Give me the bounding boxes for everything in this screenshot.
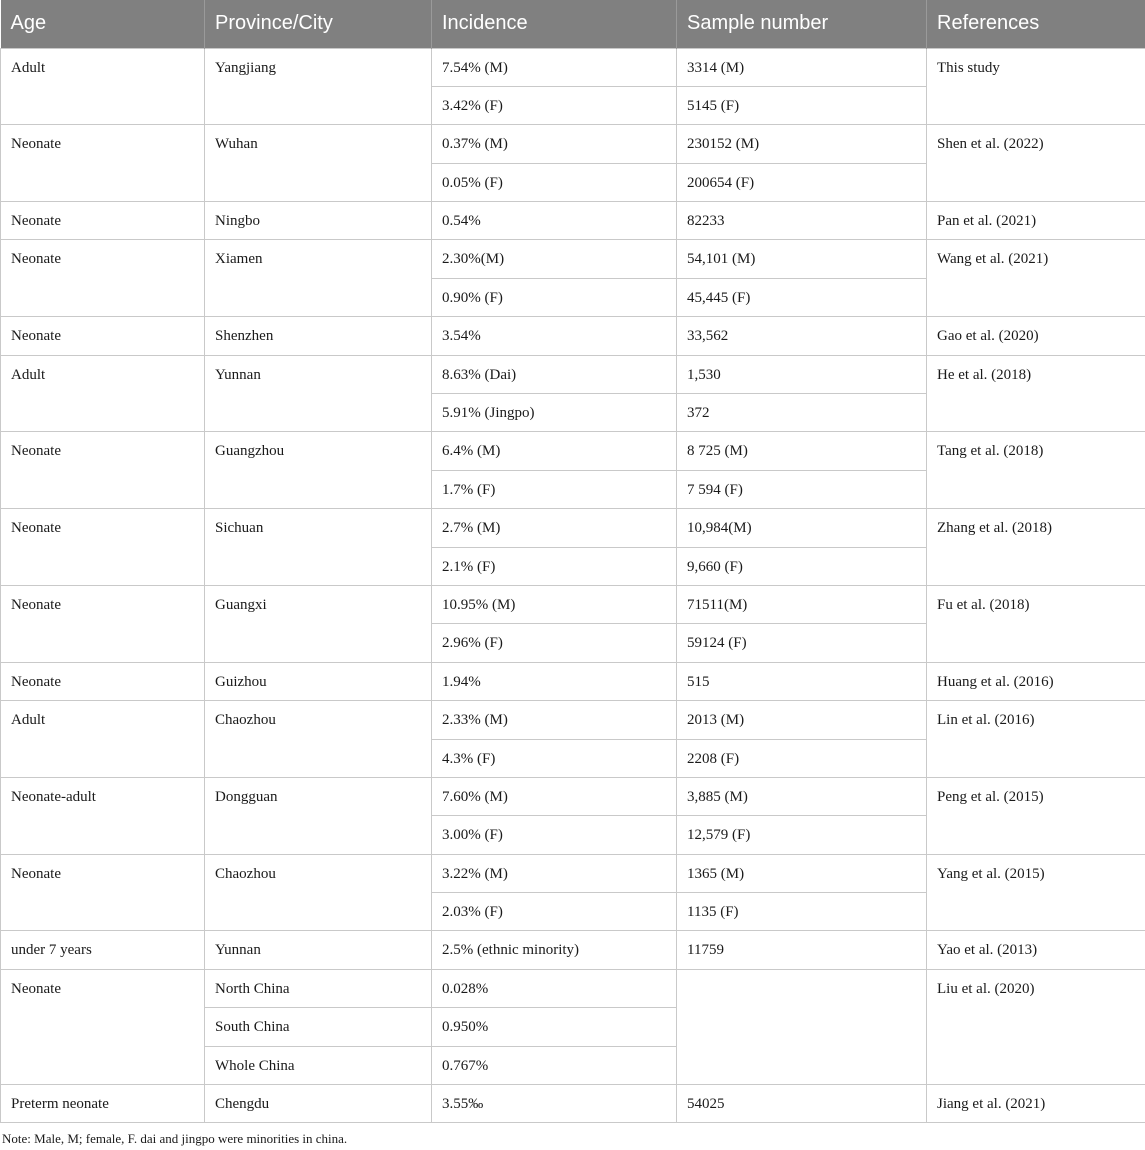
header-sample-number: Sample number (677, 0, 927, 48)
sample-number-cell: 3,885 (M) (677, 777, 927, 815)
incidence-cell: 1.94% (432, 662, 677, 700)
incidence-cell: 8.63% (Dai) (432, 355, 677, 393)
incidence-cell: 2.30%(M) (432, 240, 677, 278)
province-city-cell: Chaozhou (205, 854, 432, 931)
province-city-cell: Chaozhou (205, 701, 432, 778)
incidence-cell: 0.37% (M) (432, 125, 677, 163)
age-cell: Neonate (1, 662, 205, 700)
province-city-cell: South China (205, 1008, 432, 1046)
sample-number-cell: 9,660 (F) (677, 547, 927, 585)
incidence-cell: 3.42% (F) (432, 86, 677, 124)
province-city-cell: Sichuan (205, 509, 432, 586)
incidence-cell: 0.950% (432, 1008, 677, 1046)
sample-number-cell: 11759 (677, 931, 927, 969)
age-cell: Neonate-adult (1, 777, 205, 854)
sample-number-cell: 230152 (M) (677, 125, 927, 163)
table-row (1, 355, 1145, 393)
incidence-cell: 3.55‰ (432, 1085, 677, 1123)
incidence-cell: 0.54% (432, 202, 677, 240)
province-city-cell: Yunnan (205, 931, 432, 969)
age-cell: under 7 years (1, 931, 205, 969)
province-city-cell: Guizhou (205, 662, 432, 700)
incidence-cell: 2.33% (M) (432, 701, 677, 739)
province-city-cell: Whole China (205, 1046, 432, 1084)
incidence-cell: 6.4% (M) (432, 432, 677, 470)
age-cell: Preterm neonate (1, 1085, 205, 1123)
incidence-cell: 2.7% (M) (432, 509, 677, 547)
province-city-cell: Yunnan (205, 355, 432, 432)
reference-cell: Pan et al. (2021) (927, 202, 1145, 240)
sample-number-cell: 82233 (677, 202, 927, 240)
reference-cell: He et al. (2018) (927, 355, 1145, 432)
sample-number-cell: 33,562 (677, 317, 927, 355)
table-row (1, 125, 1145, 163)
incidence-cell: 3.22% (M) (432, 854, 677, 892)
incidence-cell: 2.96% (F) (432, 624, 677, 662)
sample-number-cell: 5145 (F) (677, 86, 927, 124)
reference-cell: Gao et al. (2020) (927, 317, 1145, 355)
age-cell: Neonate (1, 240, 205, 317)
sample-number-cell (677, 969, 927, 1084)
reference-cell: Liu et al. (2020) (927, 969, 1145, 1084)
province-city-cell: Guangxi (205, 585, 432, 662)
table-row (1, 701, 1145, 739)
incidence-cell: 0.767% (432, 1046, 677, 1084)
incidence-cell: 1.7% (F) (432, 470, 677, 508)
header-incidence: Incidence (432, 0, 677, 48)
sample-number-cell: 7 594 (F) (677, 470, 927, 508)
incidence-cell: 4.3% (F) (432, 739, 677, 777)
sample-number-cell: 2208 (F) (677, 739, 927, 777)
table-row (1, 1085, 1145, 1123)
sample-number-cell: 372 (677, 394, 927, 432)
age-cell: Neonate (1, 125, 205, 202)
reference-cell: Yao et al. (2013) (927, 931, 1145, 969)
table-row (1, 317, 1145, 355)
age-cell: Adult (1, 48, 205, 125)
reference-cell: Jiang et al. (2021) (927, 1085, 1145, 1123)
incidence-cell: 2.03% (F) (432, 893, 677, 931)
table-row (1, 240, 1145, 278)
reference-cell: Yang et al. (2015) (927, 854, 1145, 931)
reference-cell: Shen et al. (2022) (927, 125, 1145, 202)
incidence-cell: 0.90% (F) (432, 278, 677, 316)
incidence-cell: 3.54% (432, 317, 677, 355)
sample-number-cell: 12,579 (F) (677, 816, 927, 854)
province-city-cell: Chengdu (205, 1085, 432, 1123)
incidence-cell: 10.95% (M) (432, 585, 677, 623)
province-city-cell: Guangzhou (205, 432, 432, 509)
sample-number-cell: 45,445 (F) (677, 278, 927, 316)
incidence-cell: 2.5% (ethnic minority) (432, 931, 677, 969)
province-city-cell: Ningbo (205, 202, 432, 240)
age-cell: Neonate (1, 854, 205, 931)
incidence-cell: 0.05% (F) (432, 163, 677, 201)
age-cell: Neonate (1, 585, 205, 662)
reference-cell: Wang et al. (2021) (927, 240, 1145, 317)
incidence-cell: 5.91% (Jingpo) (432, 394, 677, 432)
sample-number-cell: 515 (677, 662, 927, 700)
header-province-city: Province/City (205, 0, 432, 48)
province-city-cell: Wuhan (205, 125, 432, 202)
table-row (1, 777, 1145, 815)
incidence-cell: 0.028% (432, 969, 677, 1007)
table-row (1, 509, 1145, 547)
province-city-cell: Xiamen (205, 240, 432, 317)
table-row (1, 931, 1145, 969)
sample-number-cell: 8 725 (M) (677, 432, 927, 470)
sample-number-cell: 54025 (677, 1085, 927, 1123)
reference-cell: Fu et al. (2018) (927, 585, 1145, 662)
province-city-cell: Shenzhen (205, 317, 432, 355)
table-note: Note: Male, M; female, F. dai and jingpo were minorities in china. (2, 1131, 348, 1146)
table-row (1, 854, 1145, 892)
table-body (1, 48, 1145, 1123)
reference-cell: Zhang et al. (2018) (927, 509, 1145, 586)
province-city-cell: Yangjiang (205, 48, 432, 125)
incidence-cell: 7.54% (M) (432, 48, 677, 86)
header-references: References (927, 0, 1145, 48)
sample-number-cell: 3314 (M) (677, 48, 927, 86)
sample-number-cell: 200654 (F) (677, 163, 927, 201)
sample-number-cell: 1365 (M) (677, 854, 927, 892)
table-row (1, 48, 1145, 86)
sample-number-cell: 10,984(M) (677, 509, 927, 547)
age-cell: Neonate (1, 509, 205, 586)
age-cell: Adult (1, 355, 205, 432)
reference-cell: Peng et al. (2015) (927, 777, 1145, 854)
table-header-row (1, 0, 1145, 48)
reference-cell: Tang et al. (2018) (927, 432, 1145, 509)
sample-number-cell: 2013 (M) (677, 701, 927, 739)
header-age: Age (1, 0, 205, 48)
table-row (1, 969, 1145, 1007)
age-cell: Adult (1, 701, 205, 778)
province-city-cell: Dongguan (205, 777, 432, 854)
table-row (1, 585, 1145, 623)
sample-number-cell: 59124 (F) (677, 624, 927, 662)
age-cell: Neonate (1, 969, 205, 1084)
sample-number-cell: 1,530 (677, 355, 927, 393)
sample-number-cell: 54,101 (M) (677, 240, 927, 278)
table-row (1, 432, 1145, 470)
reference-cell: Huang et al. (2016) (927, 662, 1145, 700)
table-row (1, 662, 1145, 700)
sample-number-cell: 1135 (F) (677, 893, 927, 931)
age-cell: Neonate (1, 317, 205, 355)
age-cell: Neonate (1, 432, 205, 509)
province-city-cell: North China (205, 969, 432, 1007)
reference-cell: Lin et al. (2016) (927, 701, 1145, 778)
incidence-cell: 2.1% (F) (432, 547, 677, 585)
age-cell: Neonate (1, 202, 205, 240)
table-row (1, 202, 1145, 240)
sample-number-cell: 71511(M) (677, 585, 927, 623)
incidence-cell: 7.60% (M) (432, 777, 677, 815)
incidence-cell: 3.00% (F) (432, 816, 677, 854)
reference-cell: This study (927, 48, 1145, 125)
